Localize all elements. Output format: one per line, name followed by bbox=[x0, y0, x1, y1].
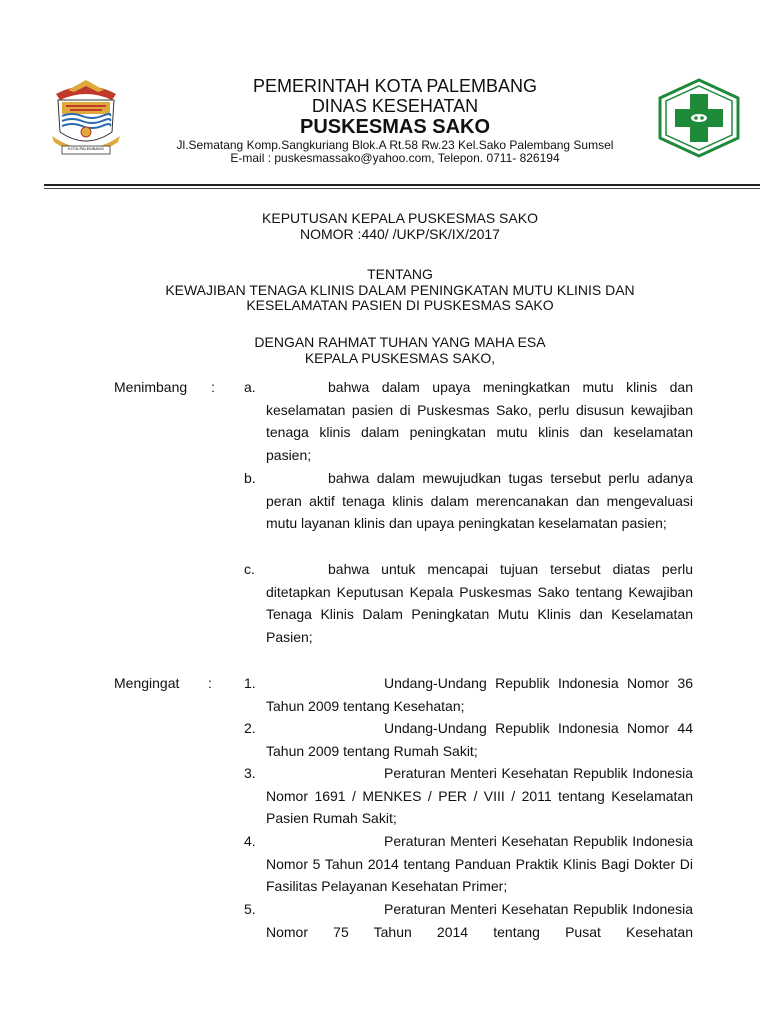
letterhead-rule-thin bbox=[44, 188, 760, 189]
preamble-line-2: KEPALA PUSKESMAS SAKO, bbox=[304, 350, 496, 366]
mengingat-item-mark: 1. bbox=[244, 675, 256, 691]
letterhead-rule-thick bbox=[44, 184, 760, 186]
mengingat-colon: : bbox=[208, 675, 212, 691]
mengingat-item-text: Undang-Undang Republik Indonesia Nomor 44 Tahun 2009 tentang Rumah Sakit; bbox=[266, 720, 693, 759]
mengingat-item-mark: 3. bbox=[244, 765, 256, 781]
puskesmas-cross-logo-icon bbox=[656, 78, 742, 158]
menimbang-item-mark: b. bbox=[244, 470, 256, 486]
mengingat-item-mark: 5. bbox=[244, 901, 256, 917]
letterhead-address: Jl.Sematang Komp.Sangkuriang Blok.A Rt.58 Rw.23 Kel.Sako Palembang Sumsel bbox=[176, 138, 614, 152]
letterhead-contact: E-mail : puskesmassako@yahoo.com, Telepon. 0711- 826194 bbox=[230, 151, 560, 165]
letterhead-line-puskesmas: PUSKESMAS SAKO bbox=[299, 116, 491, 138]
about-line-2: KESELAMATAN PASIEN DI PUSKESMAS SAKO bbox=[246, 297, 554, 313]
menimbang-item-mark: c. bbox=[244, 561, 255, 577]
menimbang-colon: : bbox=[211, 379, 215, 395]
decree-number: NOMOR :440/ /UKP/SK/IX/2017 bbox=[300, 226, 500, 242]
mengingat-item-text: Undang-Undang Republik Indonesia Nomor 36 Tahun 2009 tentang Kesehatan; bbox=[266, 675, 693, 714]
left-logo-banner-text: KOTA PALEMBANG bbox=[67, 146, 105, 151]
menimbang-item-text: bahwa untuk mencapai tujuan tersebut diatas perlu ditetapkan Keputusan Kepala Puskesmas Sako tentang Kewajiban Tenaga Klinis Dalam Peningkatan Mutu Klinis dan Keselamatan Pasien; bbox=[266, 561, 693, 645]
mengingat-item-text: Peraturan Menteri Kesehatan Republik Indonesia Nomor 75 Tahun 2014 tentang Pusat Kesehatan bbox=[266, 901, 693, 940]
menimbang-label: Menimbang bbox=[114, 379, 188, 395]
mengingat-item-mark: 2. bbox=[244, 720, 256, 736]
mengingat-item-mark: 4. bbox=[244, 833, 256, 849]
mengingat-item-text: Peraturan Menteri Kesehatan Republik Indonesia Nomor 1691 / MENKES / PER / VIII / 2011 tentang Keselamatan Pasien Rumah Sakit; bbox=[266, 765, 693, 826]
decree-title: KEPUTUSAN KEPALA PUSKESMAS SAKO bbox=[262, 210, 538, 226]
menimbang-item-text: bahwa dalam mewujudkan tugas tersebut perlu adanya peran aktif tenaga klinis dalam merencanakan dan mengevaluasi mutu layanan klinis dan upaya peningkatan keselamatan pasien; bbox=[266, 470, 693, 531]
menimbang-item-text: bahwa dalam upaya meningkatkan mutu klinis dan keselamatan pasien di Puskesmas Sako, perlu disusun kewajiban tenaga klinis dalam peningkatan mutu klinis dan keselamatan pasien; bbox=[266, 379, 693, 463]
mengingat-label: Mengingat bbox=[114, 675, 180, 691]
letterhead-line-department: DINAS KESEHATAN bbox=[311, 96, 479, 116]
preamble-line-1: DENGAN RAHMAT TUHAN YANG MAHA ESA bbox=[254, 334, 546, 350]
letterhead bbox=[0, 0, 768, 200]
mengingat-item-text: Peraturan Menteri Kesehatan Republik Indonesia Nomor 5 Tahun 2014 tentang Panduan Praktik Klinis Bagi Dokter Di Fasilitas Pelayanan Kesehatan Primer; bbox=[266, 833, 693, 894]
about-line-1: KEWAJIBAN TENAGA KLINIS DALAM PENINGKATAN MUTU KLINIS DAN bbox=[165, 282, 635, 298]
menimbang-item-mark: a. bbox=[244, 379, 256, 395]
letterhead-line-government: PEMERINTAH KOTA PALEMBANG bbox=[252, 76, 538, 96]
about-label: TENTANG bbox=[367, 266, 433, 282]
